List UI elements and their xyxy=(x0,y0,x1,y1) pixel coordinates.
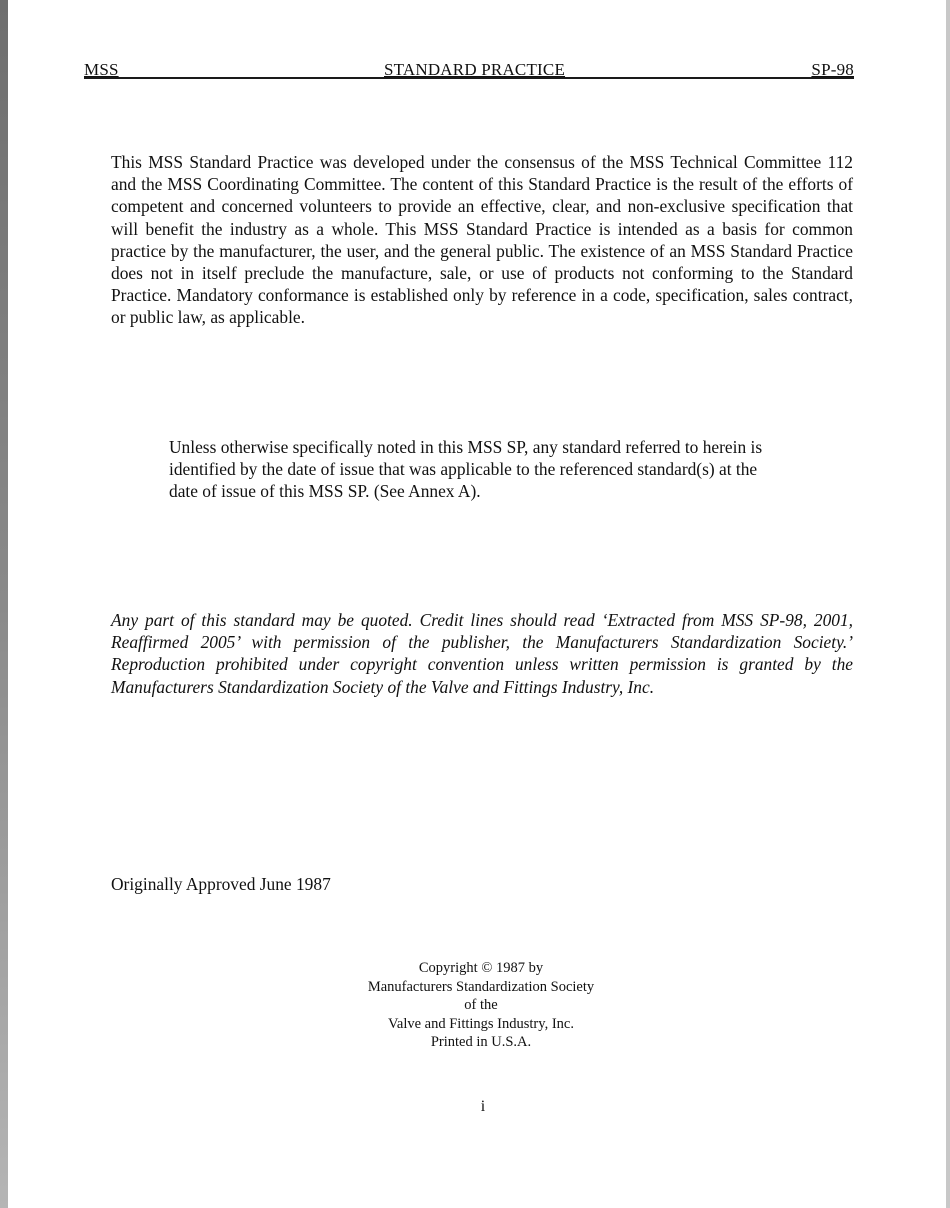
header-org: MSS xyxy=(84,60,119,79)
copyright-of: of the xyxy=(464,997,498,1013)
page-header xyxy=(84,60,854,80)
copyright-block xyxy=(300,959,662,1052)
referenced-standards-note: Unless otherwise specifically noted in this MSS SP, any standard referred to herein is identified by the date of issue that was applicable to the referenced standard(s) at the date of issue of this MSS SP. (See Annex A). xyxy=(169,437,763,502)
consensus-paragraph: This MSS Standard Practice was developed under the consensus of the MSS Technical Committee 112 and the MSS Coordinating Committee. The content of this Standard Practice is the result of the efforts of competent and concerned volunteers to provide an effective, clear, and non-exclusive specification that will benefit the industry as a whole. This MSS Standard Practice is intended as a basis for common practice by the manufacturer, the user, and the general public. The existence of an MSS Standard Practice does not in itself preclude the manufacture, sale, or use of products not conforming to the Standard Practice. Mandatory conformance is established only by reference in a code, specification, sales contract, or public law, as applicable. xyxy=(111,152,853,328)
credit-lines-paragraph: Any part of this standard may be quoted. Credit lines should read ‘Extracted from MSS SP-98, 2001, Reaffirmed 2005’ with permission of the publisher, the Manufacturers Standardization Society.’ Reproduction prohibited under copyright convention unless written permission is granted by the Manufacturers Standardization Society of the Valve and Fittings Industry, Inc. xyxy=(111,610,853,697)
copyright-printed: Printed in U.S.A. xyxy=(430,1034,532,1050)
header-title: STANDARD PRACTICE xyxy=(384,60,566,79)
scan-edge-right xyxy=(946,0,950,1208)
header-doc-number: SP-98 xyxy=(811,60,854,79)
scan-edge-left xyxy=(0,0,8,1208)
copyright-line: Copyright © 1987 by xyxy=(418,960,544,976)
copyright-publisher: Manufacturers Standardization Society xyxy=(367,978,595,995)
copyright-industry: Valve and Fittings Industry, Inc. xyxy=(388,1015,574,1032)
page-number: i xyxy=(480,1098,486,1115)
approval-date: Originally Approved June 1987 xyxy=(111,874,331,894)
